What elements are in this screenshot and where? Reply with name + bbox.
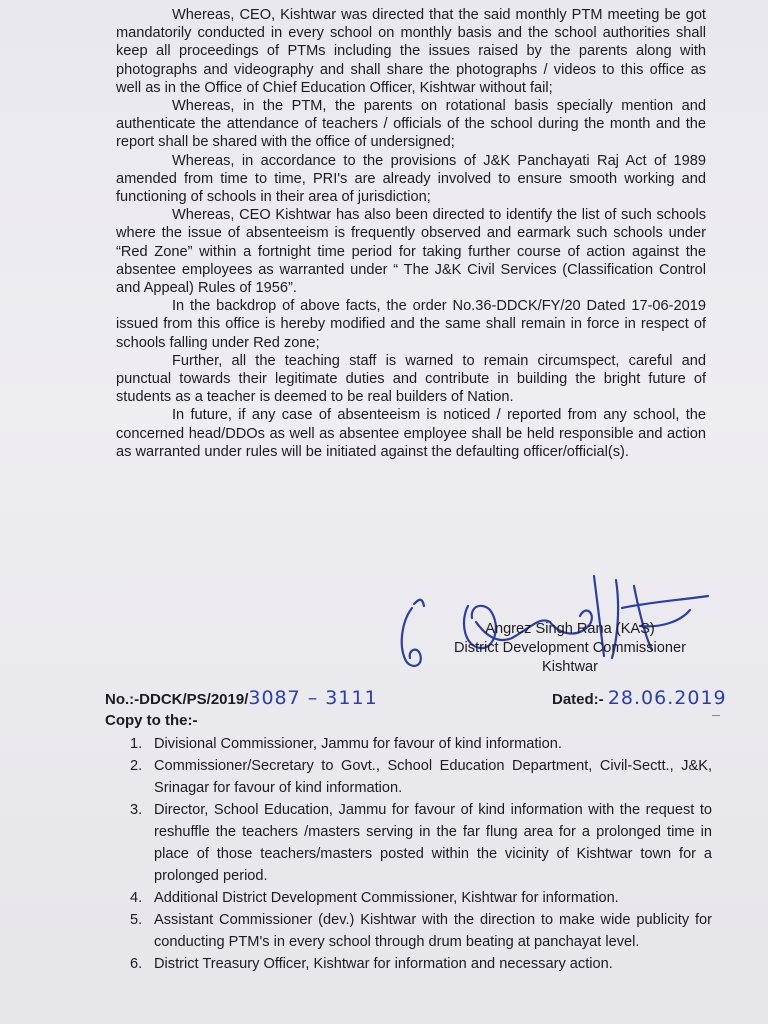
copy-to-title: Copy to the:- [105,712,198,729]
list-item [130,909,712,953]
signatory-name: Angrez Singh Rana (KAS) [485,621,655,637]
list-item [130,755,712,799]
list-item-number: 2. [130,758,143,774]
reference-number [105,687,378,709]
list-item [130,887,712,909]
reference-number-handwritten: 3087 – 3111 [248,687,378,709]
order-body [116,6,706,461]
paragraph-ceo-directed: Whereas, CEO, Kishtwar was directed that the said monthly PTM meeting be got mandatorily conducted in every school on monthly basis and the school authorities shall keep all proceedings of PTMs including the issues raised by the parents along with photographs and videography and shall share the photographs / videos to this office as well as in the Office of Chief Education Officer, Kishtwar without fail; [116,7,706,96]
reference-date [552,687,727,709]
list-item-number: 1. [130,736,143,752]
paragraph-teaching-staff-warned: Further, all the teaching staff is warned to remain circumspect, careful and punctual towards their legitimate duties and contribute in building the bright future of students as a teacher is deemed to be real builders of Nation. [116,352,706,406]
list-item-text: District Treasury Officer, Kishtwar for information and necessary action. [154,956,613,972]
signature-block [420,620,720,677]
copy-to-list [130,733,712,975]
paragraph-future-absenteeism: In future, if any case of absenteeism is noticed / reported from any school, the concerned head/DDOs as well as absentee employee shall be held responsible and action as warranted under rules will be initiated against the defaulting officer/official(s). [116,407,706,460]
signatory-designation: District Development Commissioner [454,640,686,656]
reference-date-handwritten: 28.06.2019 [607,687,727,709]
signatory-place: Kishtwar [542,659,598,675]
reference-date-label: Dated:- [552,691,604,708]
paragraph-red-zone: Whereas, CEO Kishtwar has also been directed to identify the list of such schools where the issue of absenteeism is frequently observed and earmark such schools under “Red Zone” within a fortnight time period for taking further course of action against the absentee employees as warranted under “ The J&K Civil Services (Classification Control and Appeal) Rules of 1956”. [116,207,706,297]
margin-mark [712,715,720,716]
list-item [130,799,712,887]
list-item-text: Director, School Education, Jammu for favour of kind information with the request to reshuffle the teachers /masters serving in the far flung area for a prolonged time in place of those teachers/masters posted within the vicinity of Kishtwar town for a prolonged period. [154,802,712,884]
list-item-number: 5. [130,912,143,928]
paragraph-order-modified: In the backdrop of above facts, the order No.36-DDCK/FY/20 Dated 17-06-2019 issued from this office is hereby modified and the same shall remain in force in respect of schools falling under Red zone; [116,298,706,351]
list-item [130,953,712,975]
paragraph-ptm-attendance: Whereas, in the PTM, the parents on rotational basis specially mention and authenticate the attendance of teachers / officials of the school during the month and the report shall be shared with the office of undersigned; [116,98,706,151]
list-item-text: Assistant Commissioner (dev.) Kishtwar with the direction to make wide publicity for conducting PTM's in every school through drum beating at panchayat level. [154,912,712,950]
list-item-number: 6. [130,956,143,972]
list-item-number: 4. [130,890,143,906]
list-item-text: Additional District Development Commissioner, Kishtwar for information. [154,890,619,906]
list-item-number: 3. [130,802,143,818]
paragraph-panchayati-raj: Whereas, in accordance to the provisions of J&K Panchayati Raj Act of 1989 amended from time to time, PRI's are already involved to ensure smooth working and functioning of schools in their area of jurisdiction; [116,152,706,206]
reference-number-label: No.:-DDCK/PS/2019/ [105,691,249,708]
list-item-text: Commissioner/Secretary to Govt., School Education Department, Civil-Sectt., J&K, Srinagar for favour of kind information. [154,758,712,796]
list-item [130,733,712,755]
list-item-text: Divisional Commissioner, Jammu for favour of kind information. [154,736,562,752]
